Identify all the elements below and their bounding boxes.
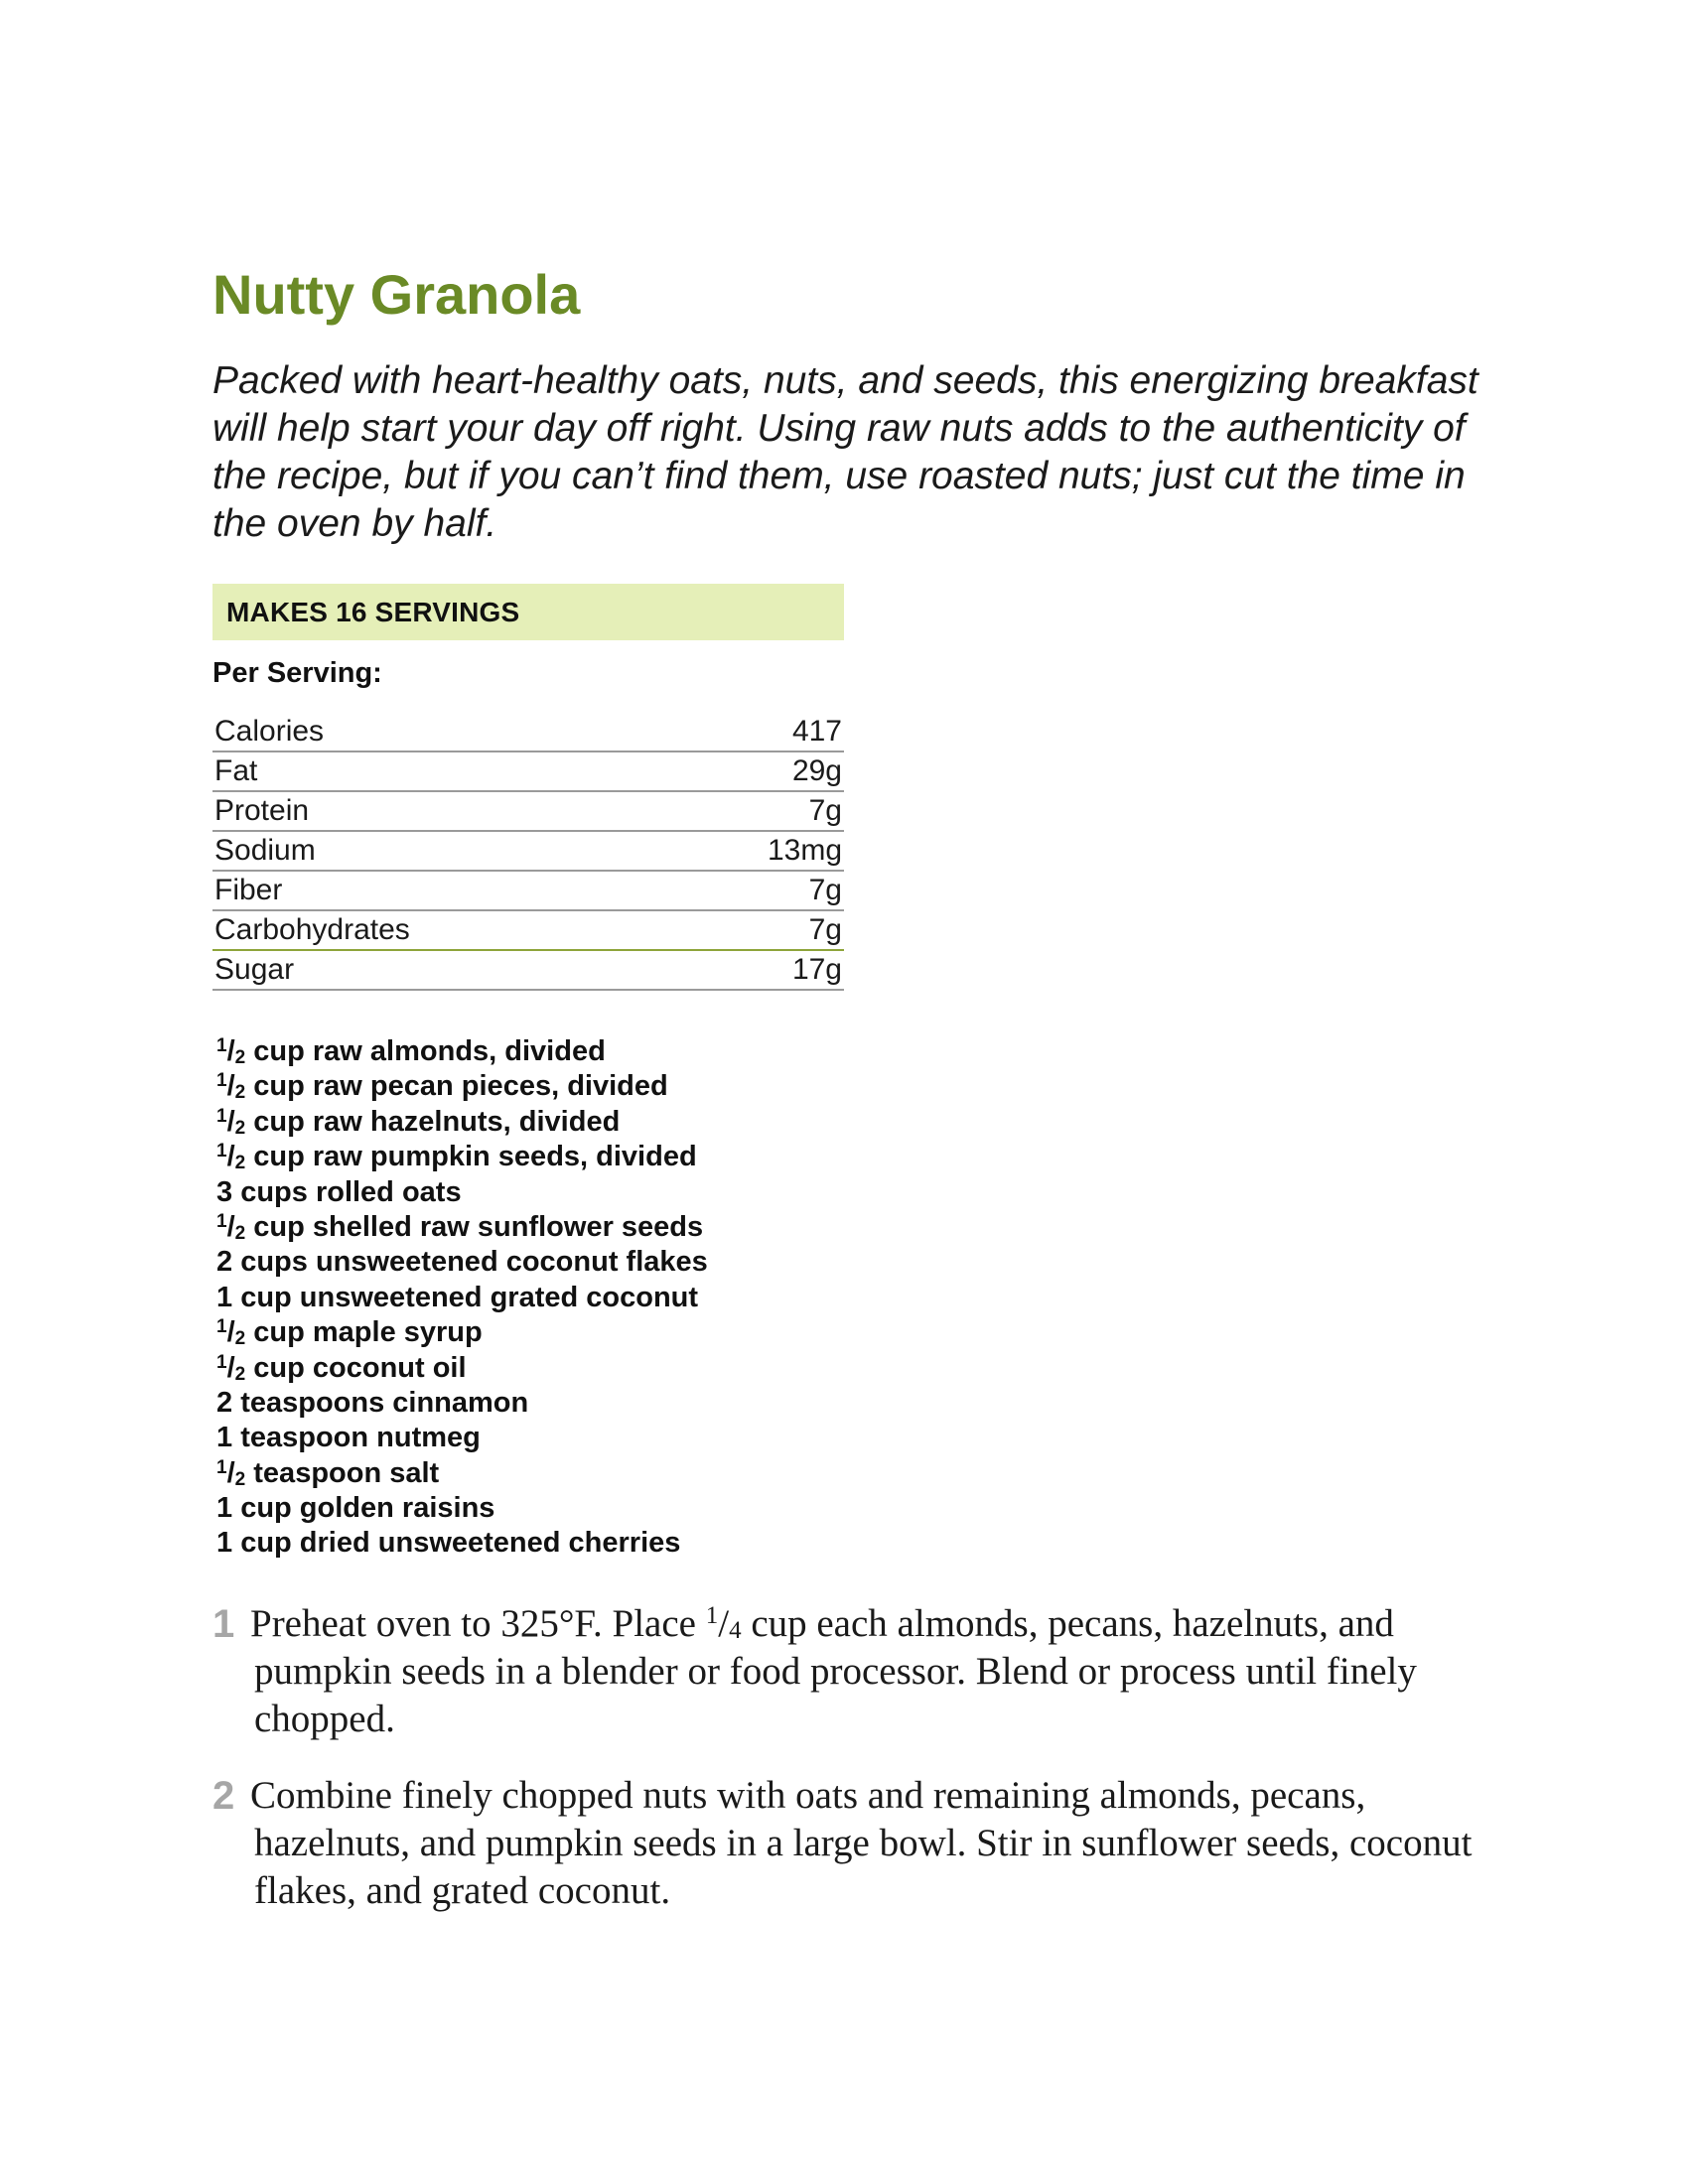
per-serving-label: Per Serving: <box>212 657 382 689</box>
ingredient-quantity: $^1/_2$ <box>216 1316 246 1350</box>
ingredient-text: cups unsweetened coconut flakes <box>232 1246 708 1279</box>
ingredient-item <box>216 1386 708 1421</box>
ingredient-text: cup shelled raw sunflower seeds <box>245 1210 704 1243</box>
ingredient-item <box>216 1034 708 1069</box>
instruction-step <box>212 1600 1503 1743</box>
nutrition-row-protein <box>212 792 844 832</box>
ingredient-text: teaspoon nutmeg <box>232 1422 481 1454</box>
nutrition-label: Protein <box>214 794 310 827</box>
nutrition-label: Fat <box>214 754 258 787</box>
ingredient-quantity: 1 <box>216 1527 233 1560</box>
ingredient-item <box>216 1315 708 1350</box>
nutrition-value: 7g <box>808 794 842 827</box>
ingredient-text: cup raw pumpkin seeds, divided <box>245 1141 697 1173</box>
ingredient-item <box>216 1175 708 1210</box>
ingredient-item <box>216 1140 708 1174</box>
ingredient-quantity: $^1/_2$ <box>216 1351 246 1385</box>
ingredient-text: cup maple syrup <box>245 1316 483 1349</box>
ingredient-quantity: $^1/_2$ <box>216 1070 246 1104</box>
step-text: Preheat oven to 325°F. Place $^1/_4$ cup each almonds, pecans, hazelnuts, and pumpkin seeds in a blender or food processor. Blend or process until finely chopped. <box>250 1602 1417 1740</box>
ingredient-text: cup raw almonds, divided <box>245 1035 606 1067</box>
ingredient-list <box>216 1034 708 1562</box>
nutrition-label: Carbohydrates <box>214 913 410 946</box>
ingredient-item <box>216 1526 708 1561</box>
nutrition-label: Fiber <box>214 874 283 906</box>
nutrition-row-calories <box>212 713 844 752</box>
nutrition-row-sodium <box>212 832 844 872</box>
servings-label: MAKES 16 SERVINGS <box>226 596 520 627</box>
ingredient-item <box>216 1069 708 1104</box>
ingredient-text: cup unsweetened grated coconut <box>232 1281 699 1313</box>
ingredient-text: cup coconut oil <box>245 1351 467 1384</box>
ingredient-quantity: $^1/_2$ <box>216 1210 246 1244</box>
ingredient-quantity: 2 <box>216 1386 233 1419</box>
ingredient-text: teaspoons cinnamon <box>232 1386 529 1419</box>
step-fraction: $^1/_4$ <box>705 1602 742 1645</box>
nutrition-value: 7g <box>808 913 842 946</box>
nutrition-label: Sugar <box>214 953 295 986</box>
servings-banner <box>212 584 844 640</box>
nutrition-row-fat <box>212 752 844 792</box>
ingredient-text: teaspoon salt <box>245 1456 440 1489</box>
ingredient-quantity: 1 <box>216 1422 233 1454</box>
ingredient-item <box>216 1281 708 1315</box>
ingredient-quantity: 1 <box>216 1492 233 1525</box>
ingredient-quantity: $^1/_2$ <box>216 1456 246 1490</box>
nutrition-value: 17g <box>791 953 842 986</box>
step-text: Combine finely chopped nuts with oats and remaining almonds, pecans, hazelnuts, and pumpkin seeds in a large bowl. Stir in sunflower seeds, coconut flakes, and grated coconut. <box>250 1774 1473 1912</box>
ingredient-item <box>216 1456 708 1491</box>
nutrition-label: Calories <box>214 715 325 748</box>
ingredient-text: cups rolled oats <box>232 1175 462 1208</box>
nutrition-row-carbohydrates <box>212 911 844 951</box>
recipe-intro: Packed with heart-healthy oats, nuts, and seeds, this energizing breakfast will help start your day off right. Using raw nuts adds to the authenticity of the recipe, but if you can’t find them, use roasted nuts; just cut the time in the oven by half. <box>212 359 1478 545</box>
ingredient-quantity: $^1/_2$ <box>216 1035 246 1068</box>
ingredient-quantity: $^1/_2$ <box>216 1105 246 1139</box>
instruction-step <box>212 1772 1503 1915</box>
ingredient-quantity: 3 <box>216 1175 233 1208</box>
nutrition-row-sugar <box>212 951 844 991</box>
ingredient-item <box>216 1491 708 1526</box>
nutrition-value: 13mg <box>767 834 842 867</box>
nutrition-table <box>212 713 844 991</box>
step-number: 1 <box>212 1602 235 1646</box>
ingredient-item <box>216 1210 708 1245</box>
ingredient-text: cup dried unsweetened cherries <box>232 1527 681 1560</box>
nutrition-label: Sodium <box>214 834 316 867</box>
nutrition-value: 417 <box>791 715 842 748</box>
step-number: 2 <box>212 1774 235 1818</box>
ingredient-item <box>216 1105 708 1140</box>
ingredient-item <box>216 1245 708 1280</box>
ingredient-text: cup golden raisins <box>232 1492 495 1525</box>
ingredient-quantity: $^1/_2$ <box>216 1141 246 1174</box>
nutrition-row-fiber <box>212 872 844 911</box>
ingredient-quantity: 1 <box>216 1281 233 1313</box>
nutrition-value: 7g <box>808 874 842 906</box>
ingredient-quantity: 2 <box>216 1246 233 1279</box>
nutrition-value: 29g <box>791 754 842 787</box>
ingredient-item <box>216 1351 708 1386</box>
recipe-title: Nutty Granola <box>212 263 581 326</box>
ingredient-text: cup raw hazelnuts, divided <box>245 1105 621 1138</box>
ingredient-item <box>216 1421 708 1455</box>
ingredient-text: cup raw pecan pieces, divided <box>245 1070 668 1103</box>
